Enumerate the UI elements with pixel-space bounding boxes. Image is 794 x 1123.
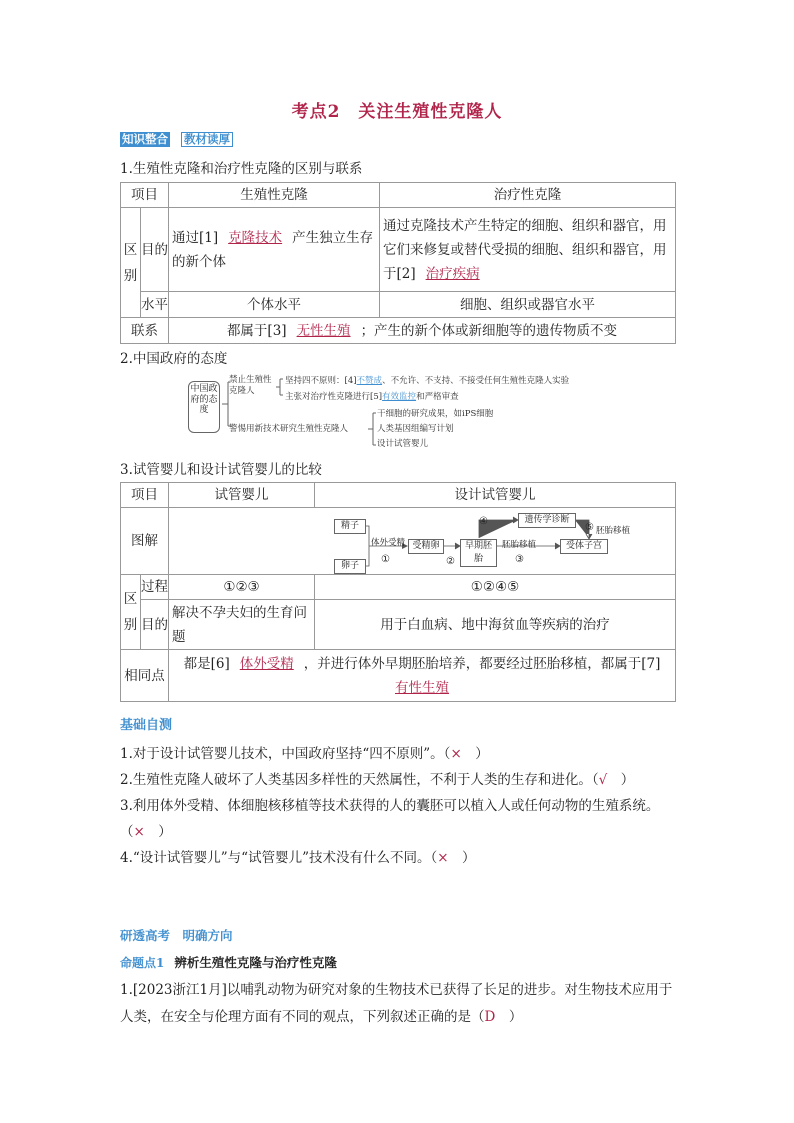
diagram-embryo: 早期胚胎 <box>460 539 497 567</box>
self-test-heading: 基础自测 <box>120 718 173 733</box>
header-repro: 生殖性克隆 <box>169 183 380 208</box>
section3-heading: 3.试管婴儿和设计试管婴儿的比较 <box>120 462 322 478</box>
attitude-root-box: 中国政府的态度 <box>188 381 220 433</box>
blank-2: 治疗疾病 <box>425 265 480 282</box>
ivf-diff-label: 区别 <box>121 575 141 650</box>
purpose-label: 目的 <box>141 208 169 292</box>
blank-3: 无性生殖 <box>296 322 351 339</box>
header-item: 项目 <box>121 183 169 208</box>
exam-answer: D <box>484 1009 496 1025</box>
proposition-text: 辨析生殖性克隆与治疗性克隆 <box>174 955 337 970</box>
badge-knowledge: 知识整合 <box>122 132 168 146</box>
branch-ban: 禁止生殖性克隆人 <box>229 375 272 396</box>
repro-level: 个体水平 <box>169 292 380 318</box>
ivf-header-item: 项目 <box>121 483 169 508</box>
self-test-item-2: 2.生殖性克隆人破坏了人类基因多样性的天然属性，不利于人类的生存和进化。（√ ） <box>120 772 635 788</box>
diagram-step4: ④ <box>479 516 488 527</box>
diagram-label: 图解 <box>121 508 169 575</box>
section2-heading: 2.中国政府的态度 <box>120 351 228 367</box>
self-test-item-3: 3.利用体外受精、体细胞核移植等技术获得的人的囊胚可以植入人或任何动物的生殖系统。（× ） <box>120 798 660 840</box>
diff-label: 区别 <box>121 208 141 318</box>
diagram-step3: ③ <box>515 554 524 565</box>
diagram-transfer: 胚胎移植 <box>502 540 537 550</box>
proposition-label: 命题点1 <box>120 956 165 970</box>
thera-level: 细胞、组织或器官水平 <box>380 292 676 318</box>
diagram-diagnosis: 遗传学诊断 <box>518 513 576 528</box>
proposition-point <box>120 953 337 971</box>
blank-5: 有效监控 <box>382 392 417 402</box>
vigilance-item-genome: 人类基因组编写计划 <box>377 424 454 434</box>
diagram-transfer2: 胚胎移植 <box>596 526 631 536</box>
common-label: 相同点 <box>121 650 169 702</box>
diagram-uterus: 受体子宫 <box>560 539 608 554</box>
ivf-header-ivf: 试管婴儿 <box>169 483 315 508</box>
diagram-step1: ① <box>381 554 390 565</box>
self-test-item-4: 4.“设计试管婴儿”与“试管婴儿”技术没有什么不同。（× ） <box>120 850 476 866</box>
ivf-purpose: 解决不孕夫妇的生育问题 <box>169 600 315 650</box>
blank-1: 克隆技术 <box>228 229 283 246</box>
header-thera: 治疗性克隆 <box>380 183 676 208</box>
diagram-egg: 卵子 <box>334 559 366 574</box>
self-test-item-1: 1.对于设计试管婴儿技术，中国政府坚持“四不原则”。（× ） <box>120 746 489 762</box>
page-title: 考点2 关注生殖性克隆人 <box>291 102 503 122</box>
vigilance-item-design: 设计试管婴儿 <box>377 439 429 449</box>
design-purpose: 用于白血病、地中海贫血等疾病的治疗 <box>315 600 676 650</box>
diagram-ivf-label: 体外受精 <box>371 538 406 548</box>
diagram-step5: ⑤ <box>585 522 594 533</box>
branch-vigilance: 警惕用新技术研究生殖性克隆人 <box>229 424 349 434</box>
exam-question-1: 1.[2023浙江1月]以哺乳动物为研究对象的生物技术已获得了长足的进步。对生物技术应用于人类，在安全与伦理方面有不同的观点，下列叙述正确的是（D ） <box>120 982 673 1025</box>
design-process: ①②④⑤ <box>315 575 676 600</box>
ivf-header-design: 设计试管婴儿 <box>315 483 676 508</box>
diagram-step2: ② <box>446 556 455 567</box>
section1-heading: 1.生殖性克隆和治疗性克隆的区别与联系 <box>120 161 363 177</box>
repro-purpose: 通过[1] 克隆技术 产生独立生存的新个体 <box>169 208 380 292</box>
ivf-process: ①②③ <box>169 575 315 600</box>
exam-heading: 研透高考 明确方向 <box>120 928 233 943</box>
ivf-table <box>120 482 676 702</box>
link-label: 联系 <box>121 318 169 344</box>
diagram-zygote: 受精卵 <box>408 539 444 554</box>
badge-textbook: 教材读厚 <box>181 132 233 147</box>
blank-6: 体外受精 <box>239 655 294 672</box>
vigilance-item-ips: 干细胞的研究成果，如iPS细胞 <box>377 409 494 419</box>
ivf-purpose-label: 目的 <box>141 600 169 650</box>
diagram-cell <box>169 508 676 575</box>
four-no-principle: 坚持四不原则：[4]不赞成、不允许、不支持、不接受任何生殖性克隆人实验 <box>285 376 570 386</box>
cloning-table <box>120 182 676 344</box>
common-content: 都是[6] 体外受精 ，并进行体外早期胚胎培养，都要经过胚胎移植，都属于[7]有性生殖 <box>169 650 676 702</box>
thera-purpose: 通过克隆技术产生特定的细胞、组织和器官，用它们来修复或替代受损的细胞、组织和器官，用于[2] 治疗疾病 <box>380 208 676 292</box>
blank-4: 不赞成 <box>356 376 383 386</box>
link-content: 都属于[3] 无性生殖 ；产生的新个体或新细胞等的遗传物质不变 <box>169 318 676 344</box>
diagram-sperm: 精子 <box>334 519 366 534</box>
monitor-therapeutic: 主张对治疗性克隆进行[5]有效监控和严格审查 <box>285 392 459 402</box>
level-label: 水平 <box>141 292 169 318</box>
process-label: 过程 <box>141 575 169 600</box>
blank-7: 有性生殖 <box>395 679 449 696</box>
